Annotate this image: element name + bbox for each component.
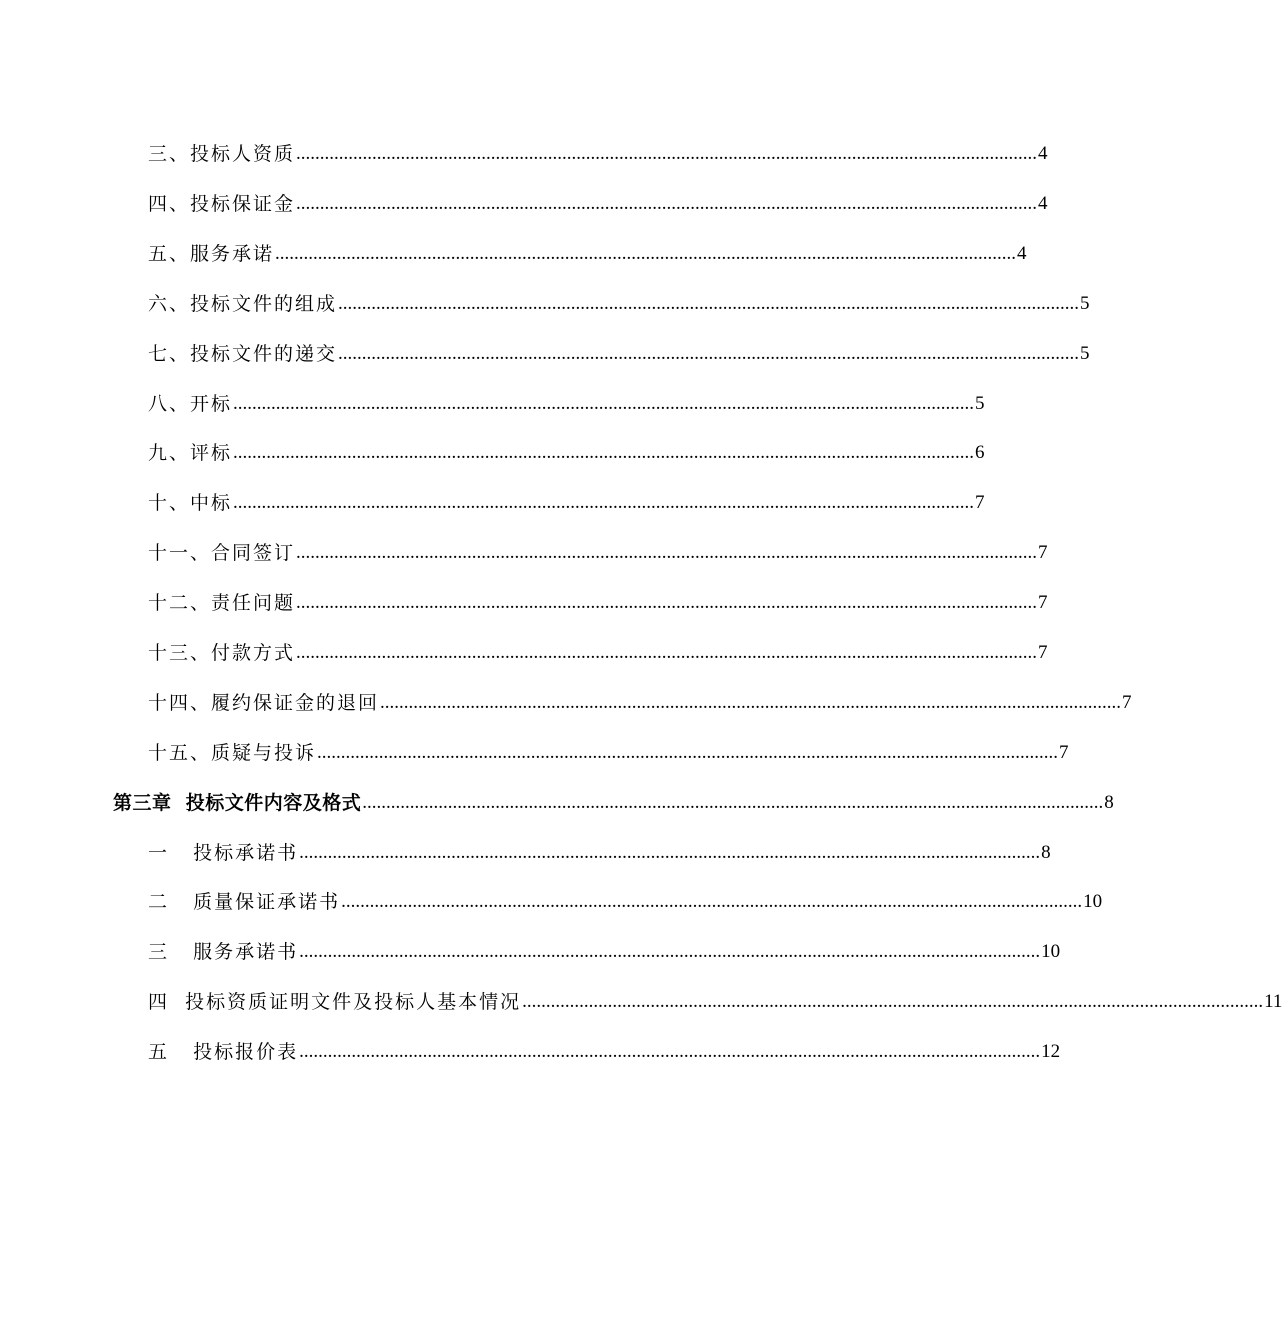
toc-dot-leader: ............................................................................................................................................................ [317, 742, 1059, 763]
toc-entry-title: 十、中标 [148, 492, 233, 514]
toc-entry[interactable] [148, 584, 1048, 614]
toc-page-number: 8 [1041, 842, 1051, 863]
toc-page-number: 5 [1080, 293, 1090, 314]
toc-dot-leader: ............................................................................................................................................................ [296, 592, 1038, 613]
toc-dot-leader: ............................................................................................................................................................ [299, 941, 1041, 962]
toc-entry[interactable] [148, 684, 1132, 714]
toc-dot-leader: ............................................................................................................................................................ [338, 343, 1080, 364]
toc-page-number: 5 [975, 393, 985, 414]
toc-entry-title: 二 质量保证承诺书 [148, 891, 341, 913]
toc-entry[interactable] [148, 883, 1103, 913]
toc-dot-leader: ............................................................................................................................................................ [296, 193, 1038, 214]
toc-page-number: 7 [1122, 692, 1132, 713]
toc-page-number: 7 [975, 492, 985, 513]
toc-dot-leader: ............................................................................................................................................................ [341, 891, 1083, 912]
toc-entry-title: 十一、合同签订 [148, 542, 296, 564]
toc-page-number: 6 [975, 442, 985, 463]
toc-entry[interactable] [148, 834, 1051, 864]
toc-page-number: 8 [1104, 792, 1114, 813]
toc-entry[interactable] [148, 484, 985, 514]
toc-page-number: 11 [1264, 991, 1282, 1012]
toc-page-number: 7 [1038, 542, 1048, 563]
toc-dot-leader: ............................................................................................................................................................ [380, 692, 1122, 713]
toc-entry[interactable] [148, 285, 1090, 315]
toc-dot-leader: ............................................................................................................................................................ [233, 492, 975, 513]
toc-dot-leader: ............................................................................................................................................................ [338, 293, 1080, 314]
toc-entry-title: 九、评标 [148, 442, 233, 464]
toc-entry-title: 五、服务承诺 [148, 243, 275, 265]
toc-entry-title: 五 投标报价表 [148, 1041, 299, 1063]
toc-page-number: 12 [1041, 1041, 1061, 1062]
toc-page-number: 4 [1038, 143, 1048, 164]
toc-dot-leader: ............................................................................................................................................................ [233, 393, 975, 414]
toc-entry[interactable] [148, 235, 1027, 265]
toc-dot-leader: ............................................................................................................................................................ [275, 243, 1017, 264]
toc-entry[interactable] [148, 335, 1090, 365]
toc-entry[interactable] [148, 185, 1048, 215]
toc-dot-leader: ............................................................................................................................................................ [299, 1041, 1041, 1062]
toc-entry-title: 一 投标承诺书 [148, 842, 299, 864]
toc-dot-leader: ............................................................................................................................................................ [299, 842, 1041, 863]
toc-entry-title: 三 服务承诺书 [148, 941, 299, 963]
toc-entry[interactable] [148, 734, 1069, 764]
toc-dot-leader: ............................................................................................................................................................ [296, 642, 1038, 663]
toc-entry-title: 十二、责任问题 [148, 592, 296, 614]
toc-entry[interactable] [148, 135, 1048, 165]
toc-dot-leader: ............................................................................................................................................................ [362, 792, 1104, 813]
toc-entry[interactable] [148, 385, 985, 415]
toc-entry-title: 四 投标资质证明文件及投标人基本情况 [148, 991, 522, 1013]
toc-dot-leader: ............................................................................................................................................................ [296, 143, 1038, 164]
toc-entry[interactable] [148, 933, 1061, 963]
toc-entry-title: 十三、付款方式 [148, 642, 296, 664]
toc-dot-leader: ............................................................................................................................................................ [296, 542, 1038, 563]
toc-dot-leader: ............................................................................................................................................................ [233, 442, 975, 463]
toc-entry-title: 六、投标文件的组成 [148, 293, 338, 315]
toc-page-number: 4 [1017, 243, 1027, 264]
toc-chapter-entry[interactable] [113, 784, 1114, 814]
toc-entry[interactable] [148, 434, 985, 464]
toc-page-number: 7 [1059, 742, 1069, 763]
toc-entry-title: 七、投标文件的递交 [148, 343, 338, 365]
toc-chapter-title: 第三章 投标文件内容及格式 [113, 792, 362, 814]
toc-page-number: 5 [1080, 343, 1090, 364]
toc-dot-leader: ............................................................................................................................................................ [522, 991, 1264, 1012]
toc-page-number: 7 [1038, 642, 1048, 663]
toc-page-number: 10 [1083, 891, 1103, 912]
toc-page-number: 7 [1038, 592, 1048, 613]
toc-entry[interactable] [148, 634, 1048, 664]
toc-entry-title: 十四、履约保证金的退回 [148, 692, 380, 714]
toc-entry-title: 十五、质疑与投诉 [148, 742, 317, 764]
toc-entry-title: 四、投标保证金 [148, 193, 296, 215]
toc-entry-title: 三、投标人资质 [148, 143, 296, 165]
toc-entry[interactable] [148, 983, 1282, 1013]
toc-entry[interactable] [148, 534, 1048, 564]
toc-entry[interactable] [148, 1033, 1061, 1063]
toc-entry-title: 八、开标 [148, 393, 233, 415]
toc-page-number: 10 [1041, 941, 1061, 962]
toc-page-number: 4 [1038, 193, 1048, 214]
